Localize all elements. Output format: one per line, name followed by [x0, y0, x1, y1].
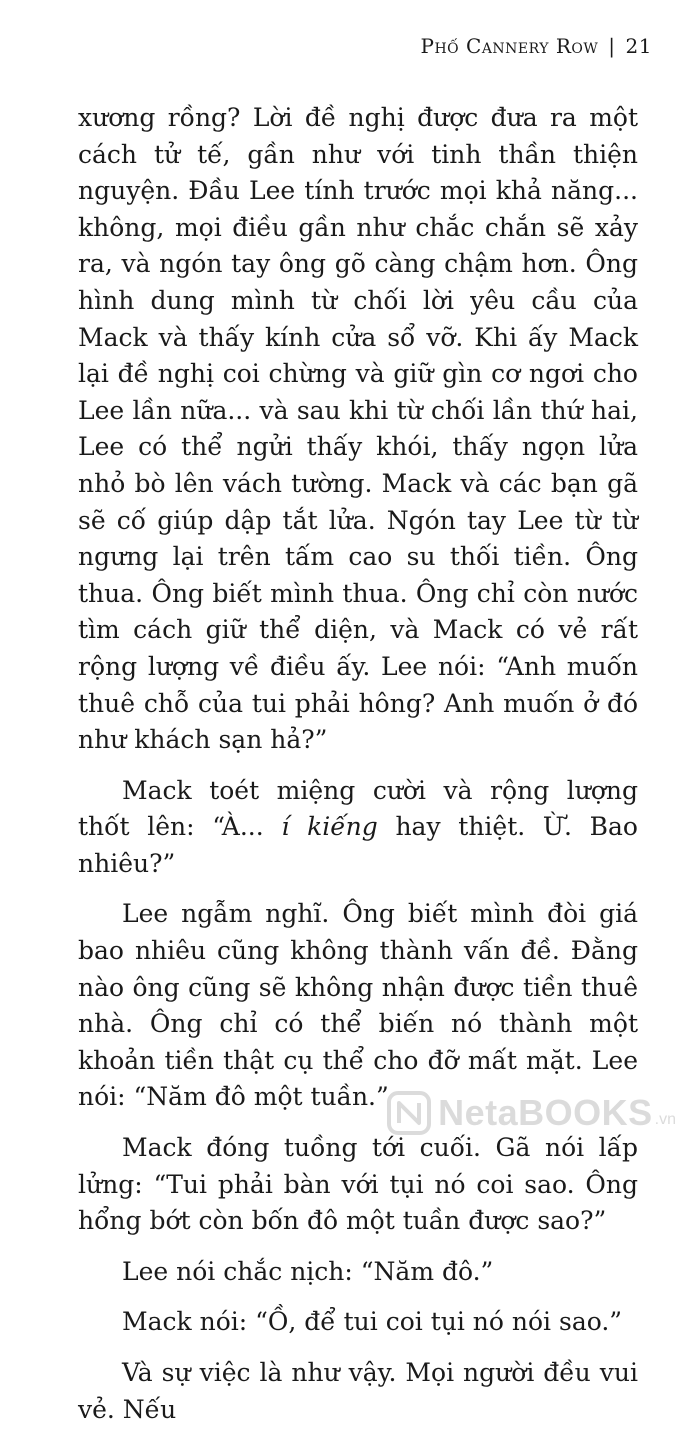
- watermark-tld: .vn: [654, 1111, 676, 1128]
- paragraph-2: [78, 773, 638, 883]
- book-title: Phố Cannery Row: [420, 34, 599, 58]
- netabooks-logo-icon: [386, 1090, 432, 1136]
- paragraph-7: Và sự việc là như vậy. Mọi người đều vui vẻ. Nếu: [78, 1358, 638, 1424]
- paragraph-6: Mack nói: “Ồ, để tui coi tụi nó nói sao.”: [122, 1307, 623, 1337]
- running-header: [421, 34, 652, 58]
- paragraph-5: Lee nói chắc nịch: “Năm đô.”: [122, 1256, 494, 1286]
- paragraph-4: Mack đóng tuồng tới cuối. Gã nói lấp lửng: “Tui phải bàn với tụi nó coi sao. Ông hổng bớt còn bốn đô một tuần được sao?”: [78, 1133, 638, 1236]
- paragraph-2-italic: í kiếng: [281, 812, 378, 842]
- body-text: [78, 100, 638, 1442]
- paragraph-2-end: hay thiệt. Ừ. Bao nhiêu?”: [78, 812, 638, 878]
- watermark: [386, 1090, 676, 1136]
- page-number: 21: [625, 34, 652, 58]
- paragraph-1: xương rồng? Lời đề nghị được đưa ra một cách tử tế, gần như với tinh thần thiện nguyện. Đầu Lee tính trước mọi khả năng... không, mọi điều gần như chắc chắn sẽ xảy ra, và ngón tay ông gõ càng chậm hơn. Ông hình dung mình từ chối lời yêu cầu của Mack và thấy kính cửa sổ vỡ. Khi ấy Mack lại đề nghị coi chừng và giữ gìn cơ ngơi cho Lee lần nữa... và sau khi từ chối lần thứ hai, Lee có thể ngửi thấy khói, thấy ngọn lửa nhỏ bò lên vách tường. Mack và các bạn gã sẽ cố giúp dập tắt lửa. Ngón tay Lee từ từ ngưng lại trên tấm cao su thối tiền. Ông thua. Ông biết mình thua. Ông chỉ còn nước tìm cách giữ thể diện, và Mack có vẻ rất rộng lượng về điều ấy. Lee nói: “Anh muốn thuê chỗ của tui phải hông? Anh muốn ở đó như khách sạn hả?”: [78, 103, 638, 755]
- header-separator: |: [608, 34, 616, 58]
- watermark-text: NetaBOOKS: [438, 1092, 653, 1133]
- paragraph-2-start: Mack toét miệng cười và rộng lượng thốt lên: “À...: [78, 775, 638, 842]
- paragraph-3: Lee ngẫm nghĩ. Ông biết mình đòi giá bao nhiêu cũng không thành vấn đề. Đằng nào ông cũng sẽ không nhận được tiền thuê nhà. Ông chỉ có thể biến nó thành một khoản tiền thật cụ thể cho đỡ mất mặt. Lee nói: “Năm đô một tuần.”: [78, 899, 638, 1112]
